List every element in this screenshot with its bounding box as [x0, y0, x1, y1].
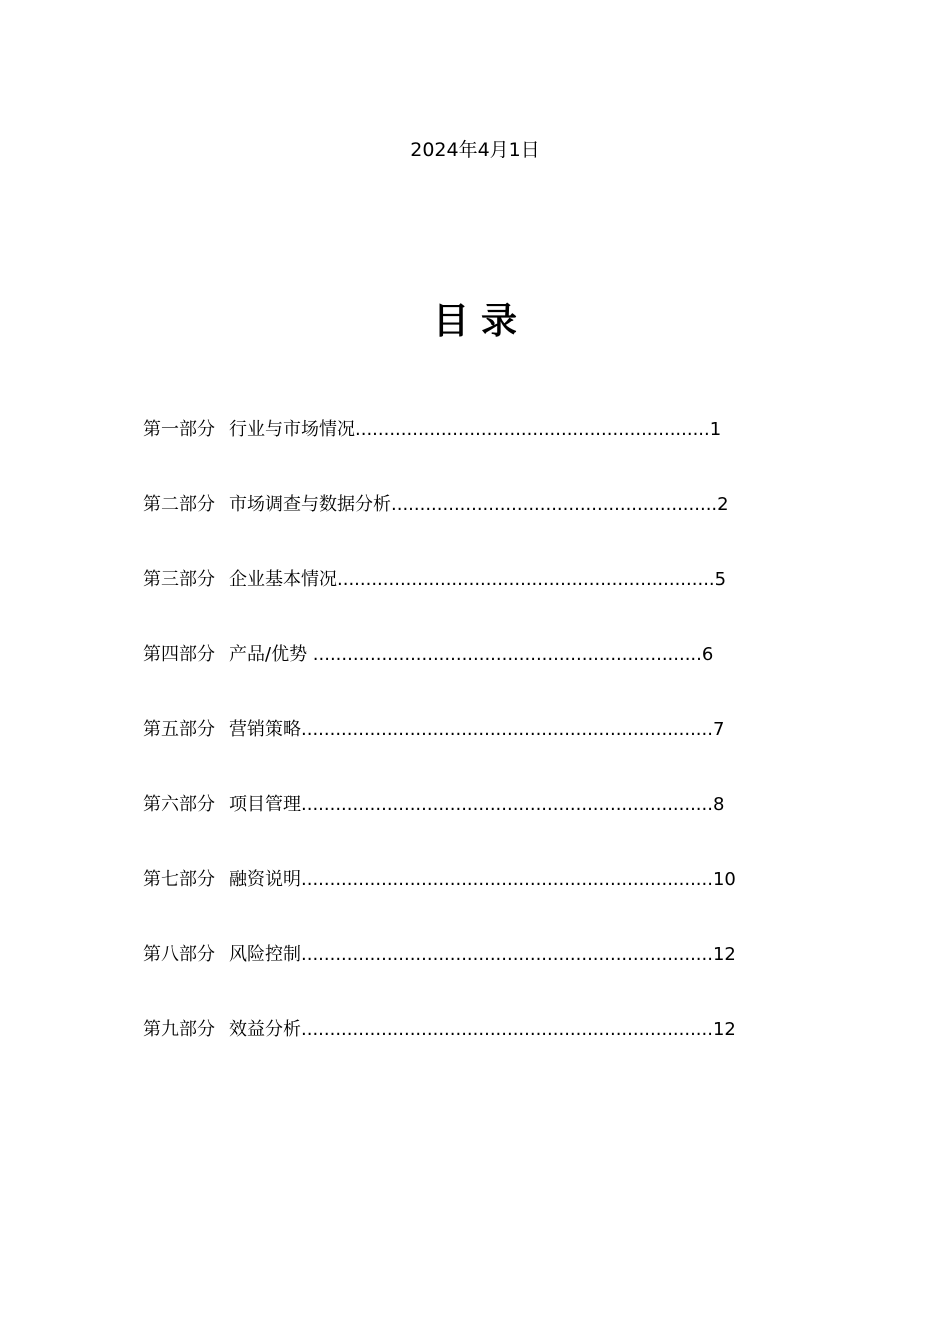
toc-entry-title: 项目管理 — [229, 794, 301, 815]
document-date: 2024年4月1日 — [410, 139, 540, 161]
toc-entry[interactable] — [143, 492, 763, 567]
toc-entry[interactable] — [143, 567, 763, 642]
toc-entry-title: 行业与市场情况 — [229, 419, 355, 440]
toc-page-number: 5 — [714, 569, 727, 590]
toc-part-label: 第二部分 — [143, 494, 215, 515]
toc-entry-title: 市场调查与数据分析 — [229, 494, 391, 515]
toc-part-label: 第六部分 — [143, 794, 215, 815]
toc-dot-leader: ........................................................................ — [301, 869, 713, 890]
toc-part-label: 第七部分 — [143, 869, 215, 890]
toc-part-label: 第四部分 — [143, 644, 215, 665]
toc-dot-leader: ......................................................... — [391, 494, 718, 515]
toc-entry[interactable] — [143, 1017, 763, 1092]
toc-dot-leader: ........................................................................ — [301, 944, 713, 965]
toc-part-label: 第八部分 — [143, 944, 215, 965]
toc-entry[interactable] — [143, 792, 763, 867]
toc-page-number: 12 — [712, 1019, 736, 1040]
toc-part-label: 第五部分 — [143, 719, 215, 740]
toc-entry-title: 企业基本情况 — [229, 569, 337, 590]
toc-dot-leader: .................................................................... — [307, 644, 702, 665]
table-of-contents — [143, 417, 763, 1092]
toc-entry[interactable] — [143, 642, 763, 717]
toc-page-number: 6 — [701, 644, 714, 665]
toc-entry[interactable] — [143, 867, 763, 942]
toc-page-number: 10 — [712, 869, 736, 890]
toc-page-number: 2 — [717, 494, 729, 515]
toc-part-label: 第三部分 — [143, 569, 215, 590]
toc-entry-title: 产品/优势 — [229, 644, 308, 665]
toc-entry[interactable] — [143, 717, 763, 792]
toc-entry-title: 效益分析 — [229, 1019, 301, 1040]
toc-page-number: 12 — [712, 944, 736, 965]
toc-entry-title: 风险控制 — [229, 944, 301, 965]
toc-entry-title: 融资说明 — [229, 869, 301, 890]
toc-entry[interactable] — [143, 417, 763, 492]
toc-entry[interactable] — [143, 942, 763, 1017]
toc-page-number: 8 — [712, 794, 725, 815]
toc-dot-leader: ........................................................................ — [301, 1019, 713, 1040]
toc-entry-title: 营销策略 — [229, 719, 301, 740]
toc-dot-leader: ........................................................................ — [301, 794, 713, 815]
toc-page-number: 1 — [709, 419, 722, 440]
toc-dot-leader: .................................................................. — [337, 569, 715, 590]
toc-part-label: 第一部分 — [143, 419, 215, 440]
toc-title: 目录 — [432, 301, 529, 342]
toc-dot-leader: ........................................................................ — [301, 719, 713, 740]
toc-page-number: 7 — [712, 719, 725, 740]
toc-part-label: 第九部分 — [143, 1019, 215, 1040]
toc-dot-leader: .............................................................. — [355, 419, 710, 440]
